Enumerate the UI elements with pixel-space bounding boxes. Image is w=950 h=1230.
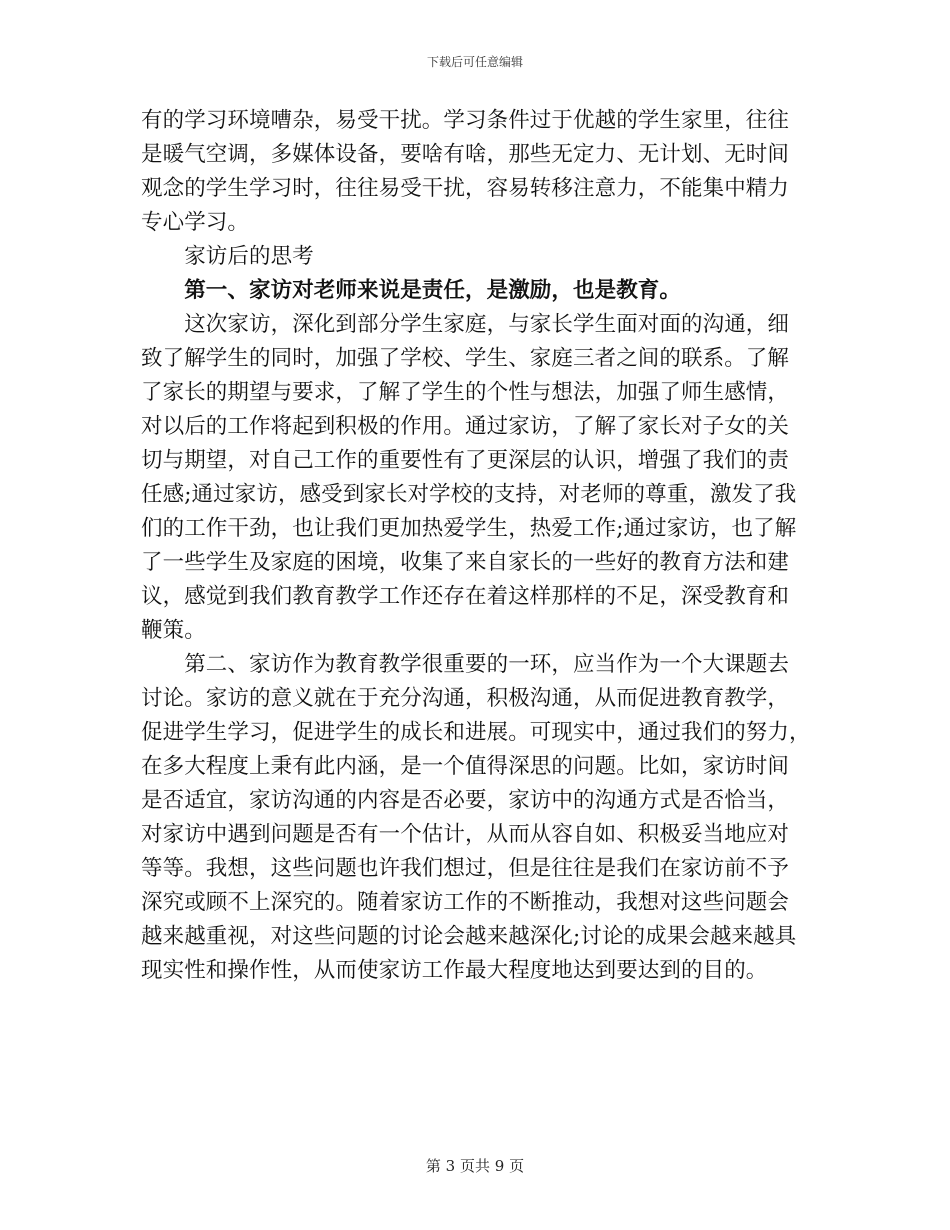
page-header-note: 下载后可任意编辑: [426, 55, 523, 69]
document-body: [141, 104, 811, 988]
text-line: 第二、家访作为教育教学很重要的一环，应当作为一个大课题去: [141, 652, 790, 677]
bold-subheading: [141, 274, 811, 308]
text-line: 切与期望，对自己工作的重要性有了更深层的认识，增强了我们的责: [141, 448, 790, 473]
text-line: 深究或顾不上深究的。随着家访工作的不断推动，我想对这些问题会: [141, 890, 790, 915]
text-line: 家访后的思考: [141, 244, 314, 269]
text-line: 是暖气空调，多媒体设备，要啥有啥，那些无定力、无计划、无时间: [141, 142, 790, 167]
text-line: 现实性和操作性，从而使家访工作最大程度地达到要达到的目的。: [141, 958, 768, 983]
body-paragraph: [141, 104, 811, 240]
text-line: 讨论。家访的意义就在于充分沟通，积极沟通，从而促进教育教学，: [141, 686, 790, 711]
text-line: 对家访中遇到问题是否有一个估计，从而从容自如、积极妥当地应对: [141, 822, 790, 847]
text-line: 专心学习。: [141, 210, 250, 235]
text-line: 观念的学生学习时，往往易受干扰，容易转移注意力，不能集中精力: [141, 176, 790, 201]
text-line: 是否适宜，家访沟通的内容是否必要，家访中的沟通方式是否恰当，: [141, 788, 790, 813]
text-line: 越来越重视，对这些问题的讨论会越来越深化;讨论的成果会越来越具: [141, 924, 797, 949]
text-line: 对以后的工作将起到积极的作用。通过家访，了解了家长对子女的关: [141, 414, 790, 439]
body-paragraph: [141, 648, 811, 988]
text-line: 们的工作干劲，也让我们更加热爱学生，热爱工作;通过家访，也了解: [141, 516, 797, 541]
text-line: 致了解学生的同时，加强了学校、学生、家庭三者之间的联系。了解: [141, 346, 790, 371]
page-number-footer: 第 3 页共 9 页: [425, 1157, 525, 1175]
text-line: 鞭策。: [141, 618, 206, 643]
text-line: 有的学习环境嘈杂，易受干扰。学习条件过于优越的学生家里，往往: [141, 108, 790, 133]
text-line: 第一、家访对老师来说是责任，是激励，也是教育。: [141, 278, 682, 303]
text-line: 在多大程度上秉有此内涵，是一个值得深思的问题。比如，家访时间: [141, 754, 790, 779]
text-line: 促进学生学习，促进学生的成长和进展。可现实中，通过我们的努力，: [141, 720, 811, 745]
text-line: 等等。我想，这些问题也许我们想过，但是往往是我们在家访前不予: [141, 856, 790, 881]
text-line: 了家长的期望与要求，了解了学生的个性与想法，加强了师生感情，: [141, 380, 790, 405]
text-line: 议，感觉到我们教育教学工作还存在着这样那样的不足，深受教育和: [141, 584, 790, 609]
section-heading: [141, 240, 811, 274]
text-line: 了一些学生及家庭的困境，收集了来自家长的一些好的教育方法和建: [141, 550, 790, 575]
text-line: 这次家访，深化到部分学生家庭，与家长学生面对面的沟通，细: [141, 312, 790, 337]
body-paragraph: [141, 308, 811, 648]
text-line: 任感;通过家访，感受到家长对学校的支持，对老师的尊重，激发了我: [141, 482, 797, 507]
